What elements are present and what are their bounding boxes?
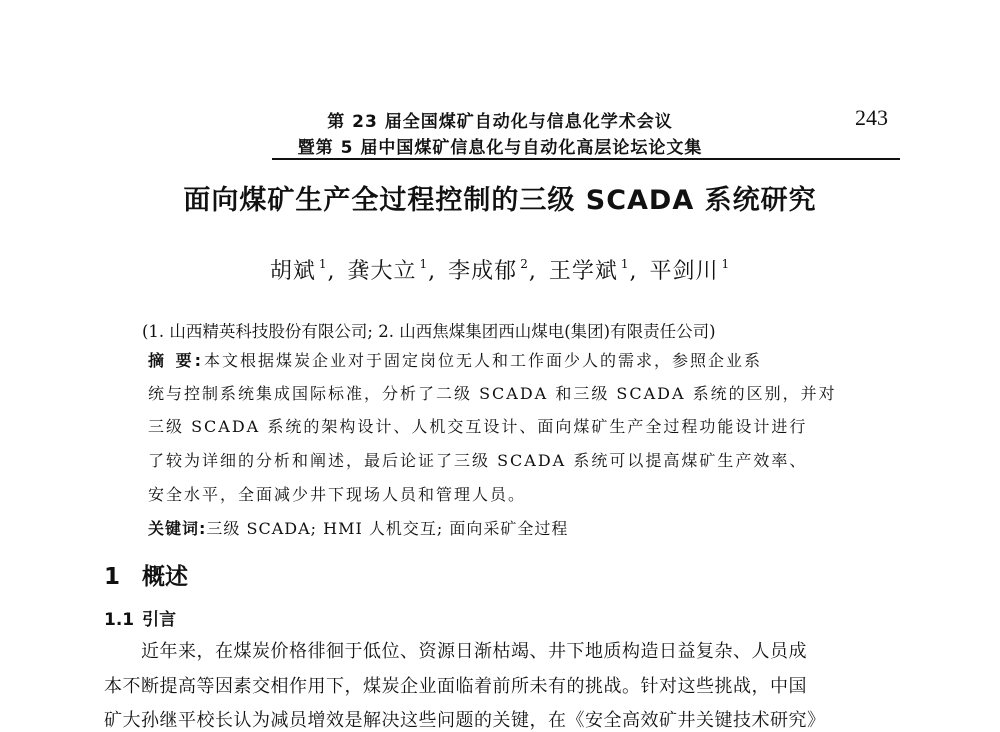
subsection-title: 引言	[142, 610, 177, 630]
abstract-line: 安全水平，全面减少井下现场人员和管理人员。	[148, 485, 527, 504]
header-rule	[272, 158, 900, 160]
author-name: 胡斌	[269, 259, 316, 284]
conference-header-line-1: 第 23 届全国煤矿自动化与信息化学术会议	[327, 112, 673, 132]
subsection-number: 1.1	[104, 610, 135, 630]
body-text-line: 矿大孙继平校长认为减员增效是解决这些问题的关键，在《安全高效矿井关键技术研究》	[104, 710, 826, 731]
abstract-text: 本文根据煤炭企业对于固定岗位无人和工作面少人的需求，参照企业系	[203, 351, 762, 370]
author-affiliation-mark: 1	[419, 257, 429, 271]
author-affiliation-mark: 1	[721, 257, 731, 271]
section-heading	[104, 558, 188, 591]
author-name: 龚大立	[347, 259, 417, 284]
section-title: 概述	[142, 564, 189, 590]
paper-title: 面向煤矿生产全过程控制的三级 SCADA 系统研究	[183, 185, 817, 216]
author-name: 李成郁	[448, 259, 518, 284]
affiliations: (1. 山西精英科技股份有限公司; 2. 山西焦煤集团西山煤电(集团)有限责任公司)	[142, 322, 716, 341]
section-number: 1	[104, 564, 121, 590]
abstract-line: 统与控制系统集成国际标准，分析了二级 SCADA 和三级 SCADA 系统的区别，并对	[148, 384, 837, 403]
author-affiliation-mark: 2	[520, 257, 529, 271]
page-number: 243	[855, 105, 888, 130]
keywords-line	[148, 516, 568, 539]
abstract-line: 了较为详细的分析和阐述，最后论证了三级 SCADA 系统可以提高煤矿生产效率、	[148, 451, 808, 470]
subsection-heading	[104, 605, 176, 630]
abstract-line: 三级 SCADA 系统的架构设计、人机交互设计、面向煤矿生产全过程功能设计进行	[148, 417, 808, 436]
author-name: 平剑川	[649, 259, 719, 284]
author-name: 王学斌	[548, 259, 618, 284]
author-list: 胡斌 $^1$, 龚大立 $^1$, 李成郁 $^2$, 王学斌 $^1$, 平剑川 $^1$	[269, 257, 731, 284]
author-affiliation-mark: 1	[318, 257, 328, 271]
keywords-label: 关键词:	[148, 519, 207, 538]
abstract-label: 摘 要:	[148, 351, 204, 370]
body-text-line: 本不断提高等因素交相作用下，煤炭企业面临着前所未有的挑战。针对这些挑战，中国	[104, 676, 807, 697]
keywords-text: 三级 SCADA; HMI 人机交互; 面向采矿全过程	[206, 519, 569, 538]
abstract-line	[148, 348, 762, 371]
author-affiliation-mark: 1	[620, 257, 630, 271]
conference-header-line-2: 暨第 5 届中国煤矿信息化与自动化高层论坛论文集	[297, 138, 703, 158]
body-text-line: 近年来，在煤炭价格徘徊于低位、资源日渐枯竭、井下地质构造日益复杂、人员成	[104, 641, 807, 662]
